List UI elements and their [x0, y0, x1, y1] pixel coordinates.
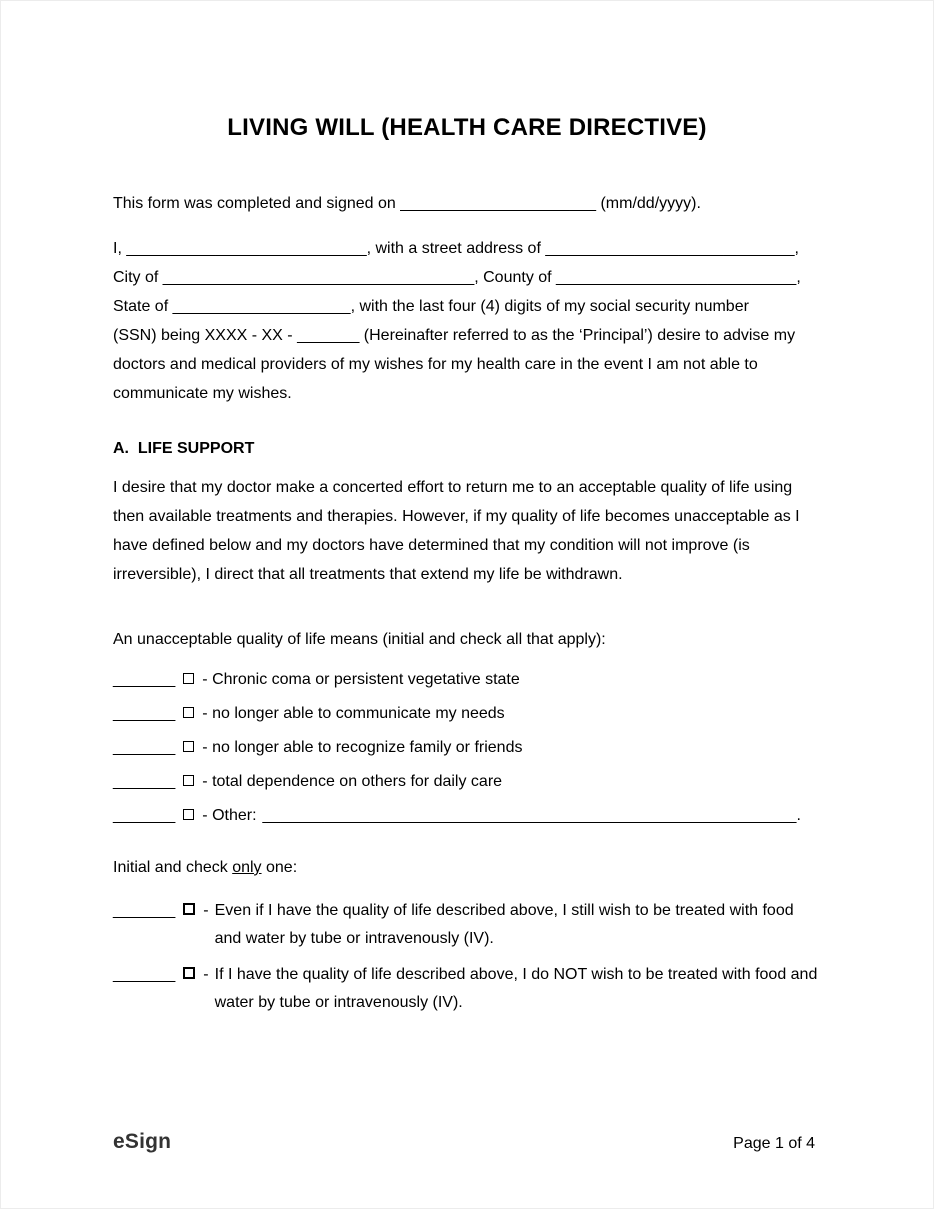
initials-blank: _______	[113, 739, 176, 756]
list-item	[113, 961, 821, 1017]
item-label: - total dependence on others for daily care	[202, 773, 503, 790]
checkbox-icon	[183, 673, 194, 684]
initials-blank: _______	[113, 705, 176, 722]
initials-blank: _______	[113, 902, 176, 919]
item-label: - Chronic coma or persistent vegetative state	[202, 671, 520, 688]
principal-paragraph	[113, 234, 821, 408]
initial-one-prompt	[113, 857, 821, 879]
item-label: - no longer able to communicate my needs	[202, 705, 505, 722]
item-label: - no longer able to recognize family or friends	[202, 739, 523, 756]
initials-blank: _______	[113, 773, 176, 790]
section-a-heading: A. LIFE SUPPORT	[113, 440, 255, 457]
item-label: - Other:	[202, 807, 257, 824]
dash-separator: -	[203, 902, 209, 919]
dash-separator: -	[203, 966, 209, 983]
initials-blank: _______	[113, 966, 176, 983]
principal-line-3: State of ____________________, with the last four (4) digits of my social security number	[113, 298, 749, 315]
item-label: If I have the quality of life described above, I do NOT wish to be treated with food and water by tube or intravenously (IV).	[214, 966, 818, 1011]
principal-line-4: (SSN) being XXXX - XX - _______ (Hereinafter referred to as the ‘Principal’) desire to advise my	[113, 327, 796, 344]
list-item	[113, 737, 821, 759]
esign-logo: eSign	[113, 1130, 172, 1153]
initials-blank: _______	[113, 671, 176, 688]
initials-blank: _______	[113, 807, 176, 824]
checkbox-icon	[183, 741, 194, 752]
list-item	[113, 897, 821, 953]
checkbox-icon	[183, 967, 195, 979]
document-title: LIVING WILL (HEALTH CARE DIRECTIVE)	[227, 114, 707, 141]
principal-line-6: communicate my wishes.	[113, 385, 292, 402]
checkbox-icon	[183, 809, 194, 820]
principal-line-1: I, ___________________________, with a street address of ____________________________,	[113, 240, 799, 257]
list-item	[113, 771, 821, 793]
page-footer	[113, 1130, 815, 1154]
checkbox-icon	[183, 775, 194, 786]
list-item	[113, 703, 821, 725]
prompt-text: one:	[261, 859, 298, 876]
list-item	[113, 805, 821, 827]
underlined-word: only	[232, 859, 262, 876]
prompt-text: Initial and check	[113, 859, 233, 876]
checkbox-icon	[183, 903, 195, 915]
page-indicator: Page 1 of 4	[733, 1135, 815, 1152]
quality-of-life-prompt: An unacceptable quality of life means (initial and check all that apply):	[113, 631, 606, 648]
item-label: Even if I have the quality of life described above, I still wish to be treated with food and water by tube or intravenously (IV).	[214, 902, 794, 947]
signed-date-line: This form was completed and signed on ______________________ (mm/dd/yyyy).	[113, 195, 701, 212]
checkbox-icon	[183, 707, 194, 718]
list-item	[113, 669, 821, 691]
principal-line-5: doctors and medical providers of my wishes for my health care in the event I am not able to	[113, 356, 758, 373]
section-a-paragraph: I desire that my doctor make a concerted effort to return me to an acceptable quality of life using then available treatments and therapies. However, if my quality of life becomes unacceptable as I have defined below and my doctors have determined that my condition will not improve (is irreversible), I direct that all treatments that extend my life be withdrawn.	[113, 479, 800, 583]
quality-of-life-list	[113, 669, 821, 827]
other-write-in-blank: ____________________________________________________________.	[262, 807, 801, 824]
feeding-choice-list	[113, 897, 821, 1017]
principal-line-2: City of ___________________________________, County of ___________________________,	[113, 269, 801, 286]
